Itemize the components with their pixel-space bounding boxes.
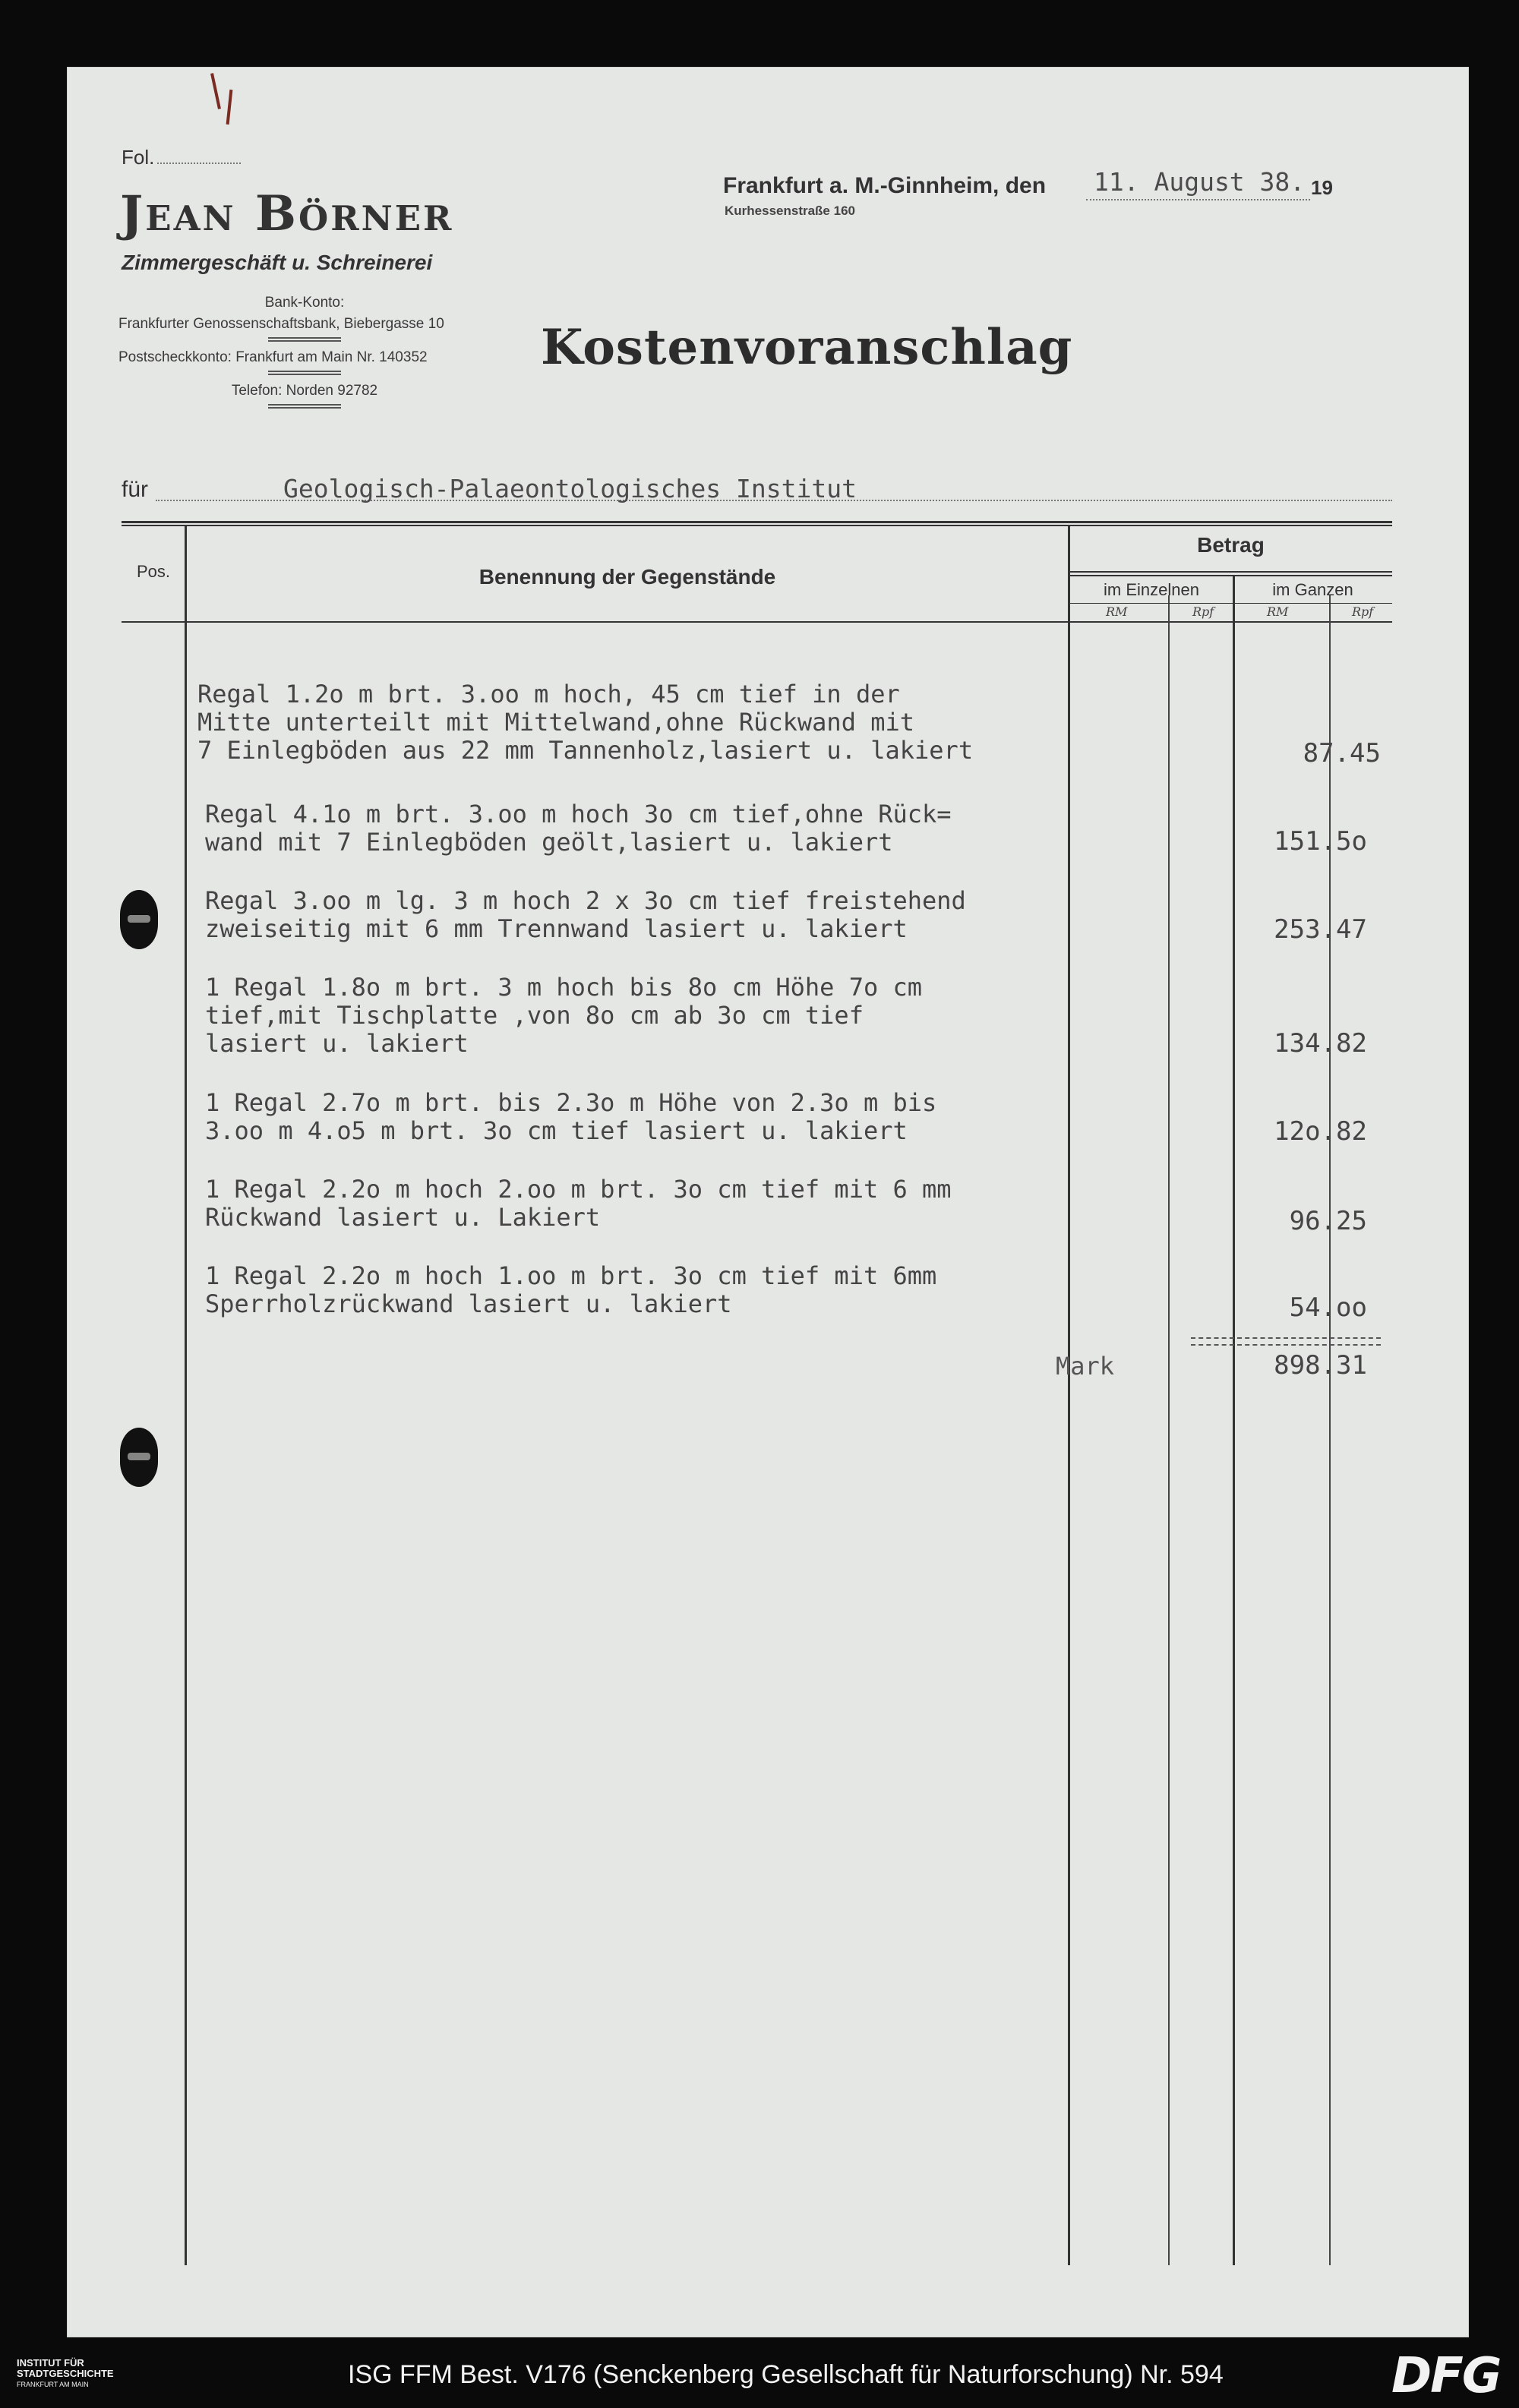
line-item: Regal 3.oo m lg. 3 m hoch 2 x 3o cm tief freistehend zweiseitig mit 6 mm Trennwand lasiert u. lakiert [205,886,966,943]
bank-line: Frankfurter Genossenschaftsbank, Biebergasse 10 [118,316,444,332]
line-item: 1 Regal 1.8o m brt. 3 m hoch bis 8o cm Höhe 7o cm tief,mit Tischplatte ,von 8o cm ab 3o cm tief lasiert u. lakiert [205,973,923,1058]
header-betrag: Betrag [1197,533,1265,557]
bank-details [118,295,491,416]
item-amount: 151.5o [1274,826,1367,857]
sum-rule [1191,1337,1381,1339]
line-item: Regal 1.2o m brt. 3.oo m hoch, 45 cm tief in der Mitte unterteilt mit Mittelwand,ohne Rückwand mit 7 Einlegböden aus 22 mm Tannenholz,lasiert u. lakiert [197,680,974,765]
telefon-line: Telefon: Norden 92782 [231,383,378,399]
typed-date: 11. August 38. [1094,167,1306,197]
line-item: 1 Regal 2.7o m brt. bis 2.3o m Höhe von 2.3o m bis 3.oo m 4.o5 m brt. 3o cm tief lasiert u. lakiert [205,1088,937,1145]
bank-label: Bank-Konto: [264,295,345,311]
item-amount: 134.82 [1274,1028,1367,1059]
line-item: 1 Regal 2.2o m hoch 1.oo m brt. 3o cm tief mit 6mm Sperrholzrückwand lasiert u. lakiert [205,1261,937,1318]
divider [268,337,341,342]
document-title: Kostenvoranschlag [541,319,1073,376]
postscheck-line: Postscheckkonto: Frankfurt am Main Nr. 140352 [118,349,428,365]
punch-hole [120,890,158,949]
col-divider-betrag [1068,526,1070,2265]
item-amount: 54.oo [1289,1292,1367,1323]
divider [268,371,341,375]
currency-rule [1069,603,1392,604]
total-label: Mark [1056,1352,1115,1381]
header-im-einzelnen: im Einzelnen [1104,580,1199,599]
col-divider-ganzen [1233,576,1235,2265]
divider [268,404,341,409]
recipient-label: für [122,477,149,502]
year-prefix: 19 [1311,176,1333,199]
punch-hole [120,1428,158,1487]
isg-logo [17,2358,114,2390]
header-currency-rpf: Rpf [1352,604,1374,619]
street-address: Kurhessenstraße 160 [725,204,855,218]
betrag-rule [1069,575,1392,576]
line-item: 1 Regal 2.2o m hoch 2.oo m brt. 3o cm tief mit 6 mm Rückwand lasiert u. Lakiert [205,1175,952,1232]
header-currency-rm: RM [1267,604,1289,619]
recipient-name: Geologisch-Palaeontologisches Institut [283,474,857,503]
item-amount: 253.47 [1274,914,1367,945]
logo-text: STADTGESCHICHTE [17,2368,114,2379]
header-im-ganzen: im Ganzen [1272,580,1353,599]
item-amount: 87.45 [1303,738,1381,768]
city-line: Frankfurt a. M.-Ginnheim, den [723,173,1047,198]
firm-subtitle: Zimmergeschäft u. Schreinerei [122,251,433,274]
line-item: Regal 4.1o m brt. 3.oo m hoch 3o cm tief,ohne Rück= wand mit 7 Einlegböden geölt,lasiert u. lakiert [205,800,952,857]
item-amount: 96.25 [1289,1206,1367,1236]
item-amount: 12o.82 [1274,1116,1367,1147]
date-dotted-line [1086,199,1310,200]
logo-text: FRANKFURT AM MAIN [17,2381,89,2388]
col-divider-ein-rpf [1168,595,1170,2265]
table-top-rule [122,521,1392,526]
table-header-rule [122,621,1392,623]
folio-field: Fol. [122,146,241,169]
header-currency-rm: RM [1106,604,1128,619]
dfg-logo: DFG [1391,2348,1501,2404]
sum-rule [1191,1344,1381,1346]
header-pos: Pos. [136,562,171,581]
betrag-rule [1069,571,1392,573]
archive-caption: ISG FFM Best. V176 (Senckenberg Gesellschaft für Naturforschung) Nr. 594 [348,2360,1224,2389]
logo-text: INSTITUT FÜR [17,2357,84,2369]
header-currency-rpf: Rpf [1192,604,1214,619]
total-amount: 898.31 [1274,1350,1367,1381]
header-benennung: Benennung der Gegenstände [478,565,776,589]
col-divider-pos [185,526,187,2265]
firm-name: Jean Börner [120,185,454,242]
